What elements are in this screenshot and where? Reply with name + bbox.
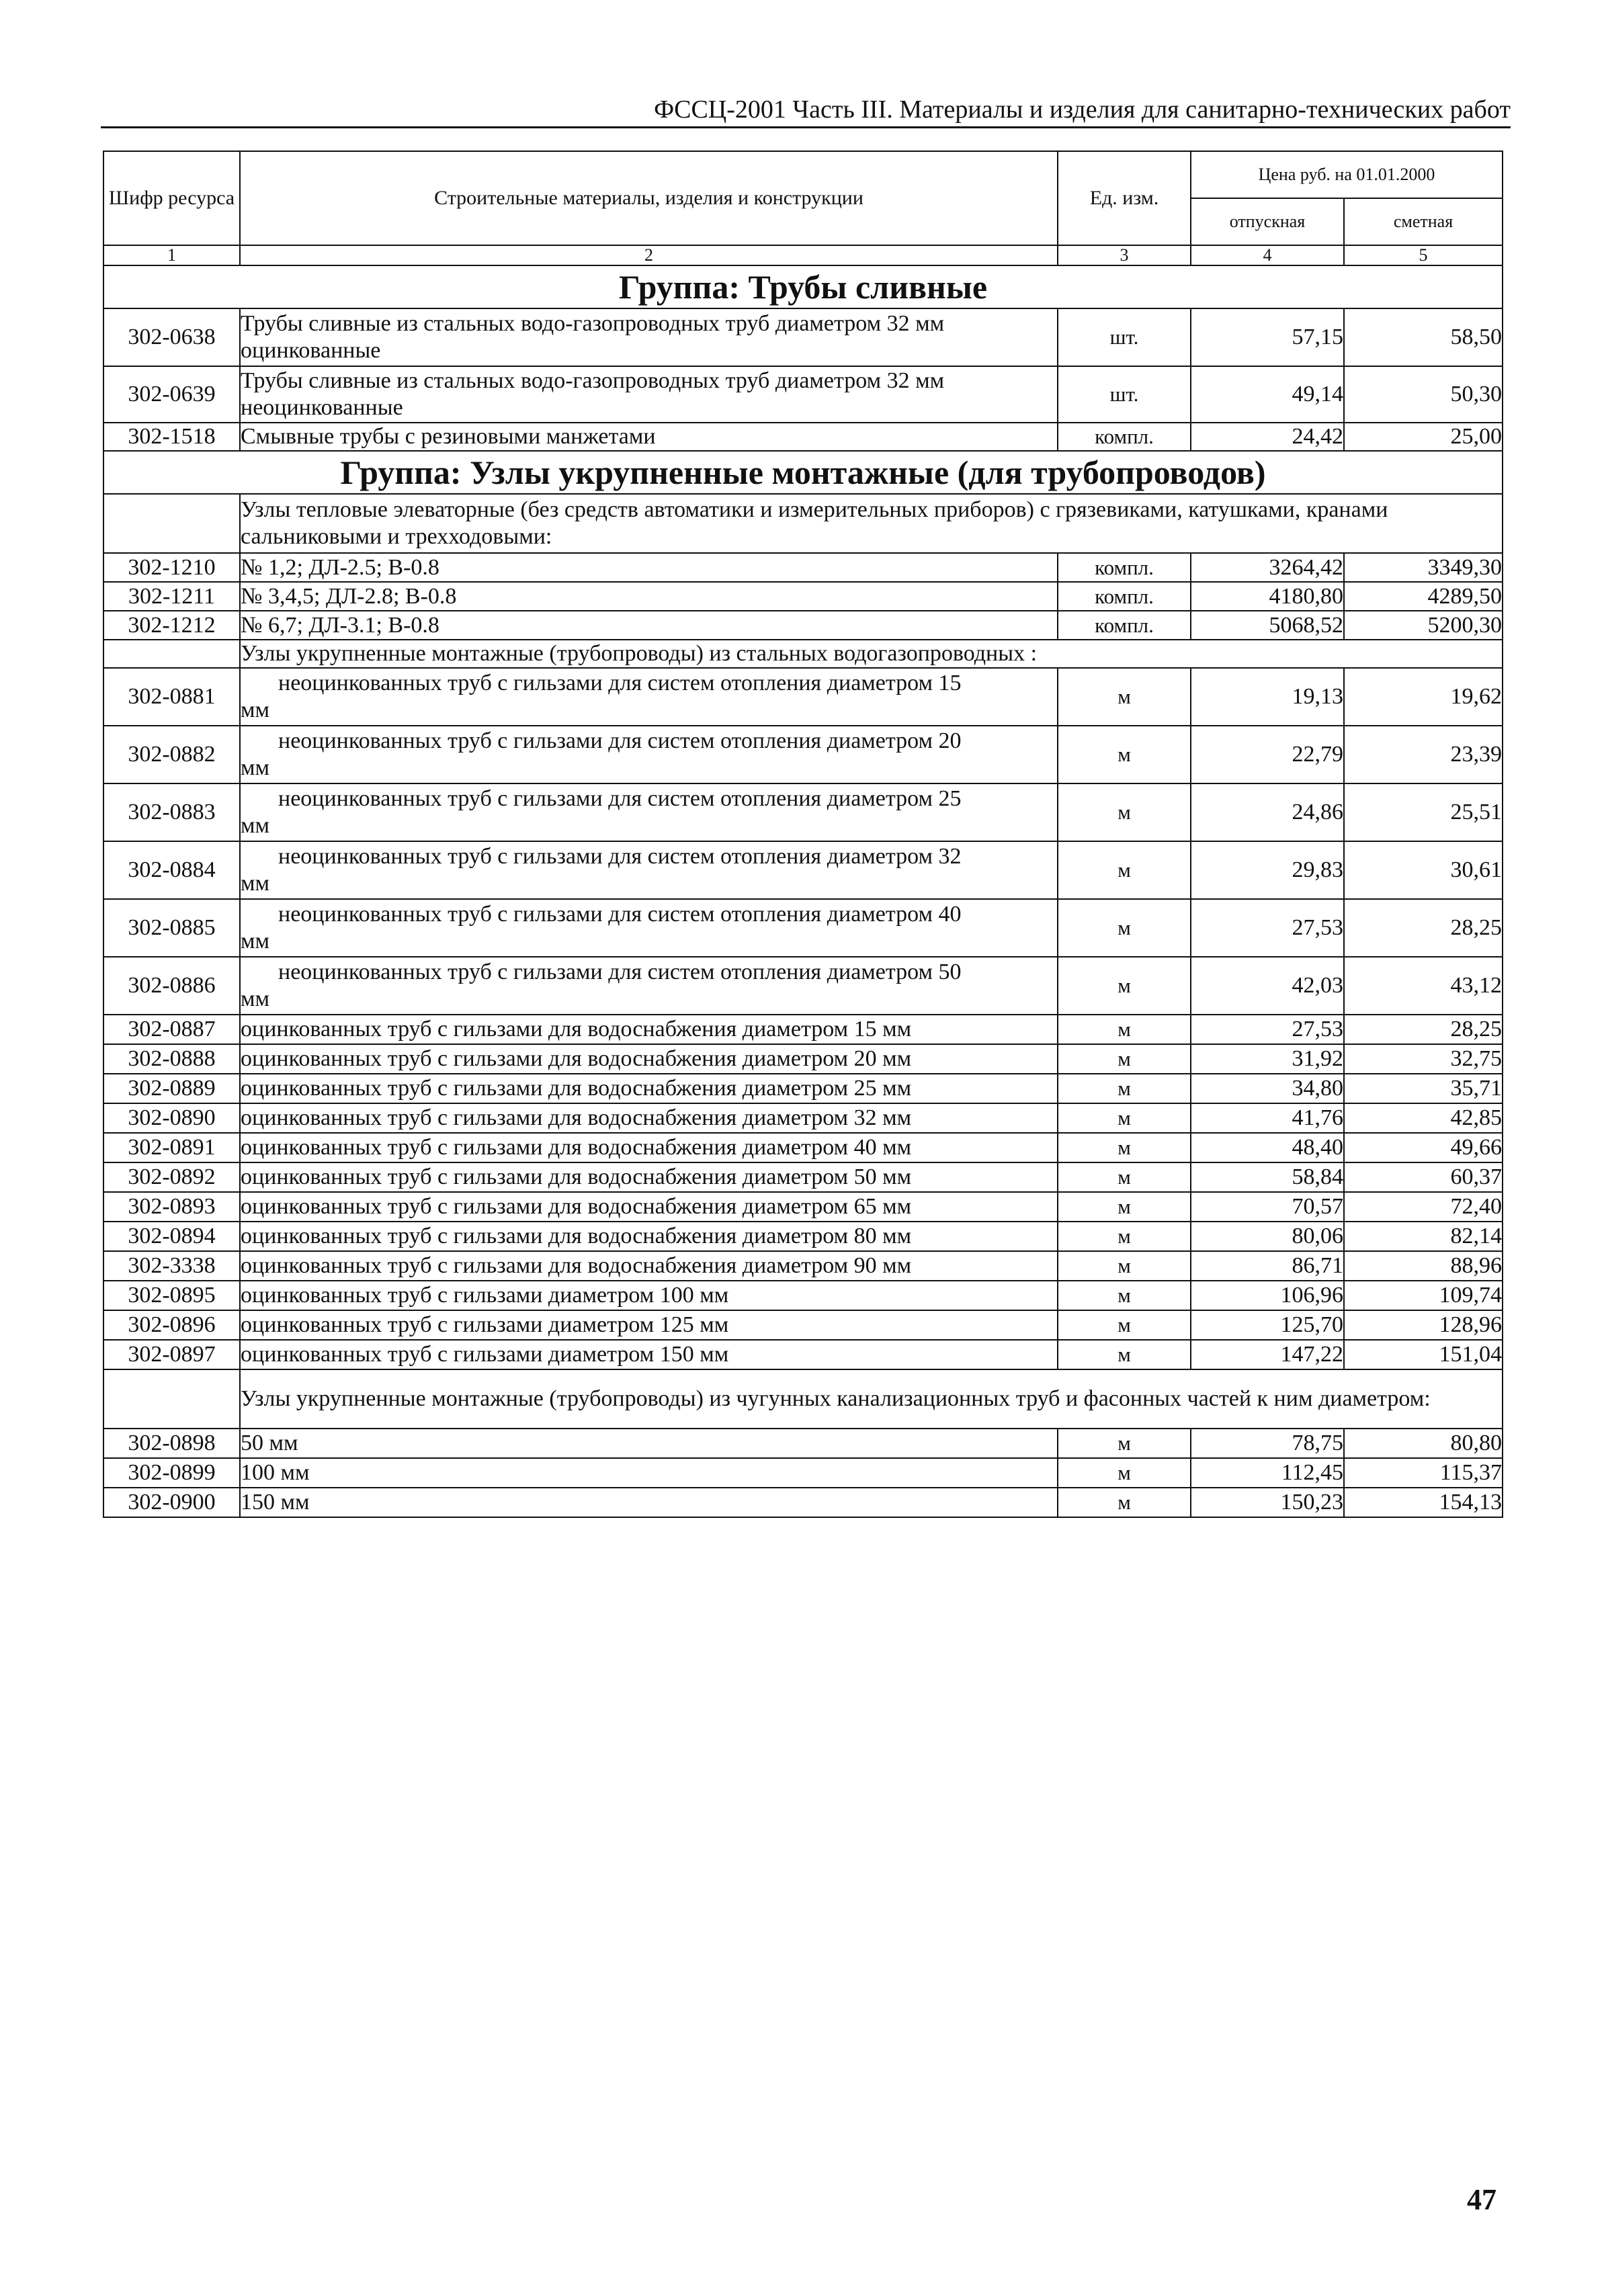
unit-cell: компл. [1058, 553, 1191, 582]
table-row [103, 1429, 1503, 1458]
group-header-title: Группа: Трубы сливные [103, 265, 1503, 308]
unit-cell: м [1058, 1429, 1191, 1458]
price-table [103, 151, 1503, 1518]
item-name: 100 мм [240, 1458, 1058, 1488]
column-header-unit: Ед. изм. [1058, 151, 1191, 245]
column-number: 3 [1058, 245, 1191, 265]
table-row [103, 553, 1503, 582]
estimate-price: 151,04 [1344, 1340, 1503, 1369]
table-row [103, 308, 1503, 366]
item-name: оцинкованных труб с гильзами для водоснабжения диаметром 40 мм [240, 1133, 1058, 1162]
subgroup-row [103, 494, 1503, 553]
unit-cell: м [1058, 1251, 1191, 1281]
resource-code: 302-0893 [103, 1192, 240, 1222]
table-row [103, 841, 1503, 899]
subgroup-row [103, 1369, 1503, 1429]
column-number: 5 [1344, 245, 1503, 265]
table-row [103, 1458, 1503, 1488]
item-name: оцинкованных труб с гильзами для водоснабжения диаметром 20 мм [240, 1044, 1058, 1074]
resource-code: 302-0881 [103, 668, 240, 726]
item-name-line: неоцинкованных труб с гильзами для систем отопления диаметром 50 [278, 960, 962, 984]
item-name [240, 783, 1058, 841]
subgroup-code-blank [103, 494, 240, 553]
subgroup-row [103, 640, 1503, 668]
column-number: 1 [103, 245, 240, 265]
resource-code: 302-0894 [103, 1222, 240, 1251]
table-row [103, 1162, 1503, 1192]
item-name-line: неоцинкованных труб с гильзами для систем отопления диаметром 32 [278, 844, 962, 869]
column-header-price: Цена руб. на 01.01.2000 [1191, 151, 1503, 198]
table-row [103, 1192, 1503, 1222]
item-name: оцинкованных труб с гильзами для водоснабжения диаметром 65 мм [240, 1192, 1058, 1222]
estimate-price: 50,30 [1344, 366, 1503, 423]
item-name-unit: мм [241, 813, 270, 838]
group-header-title: Группа: Узлы укрупненные монтажные (для трубопроводов) [103, 451, 1503, 494]
estimate-price: 25,00 [1344, 423, 1503, 451]
unit-cell: м [1058, 1074, 1191, 1103]
release-price: 125,70 [1191, 1310, 1344, 1340]
estimate-price: 35,71 [1344, 1074, 1503, 1103]
resource-code: 302-0891 [103, 1133, 240, 1162]
item-name: № 3,4,5; ДЛ-2.8; В-0.8 [240, 582, 1058, 611]
table-row [103, 1488, 1503, 1517]
page-header-title: ФССЦ-2001 Часть III. Материалы и изделия для санитарно-технических работ [654, 95, 1511, 124]
item-name: оцинкованных труб с гильзами для водоснабжения диаметром 15 мм [240, 1015, 1058, 1044]
unit-cell: м [1058, 1192, 1191, 1222]
table-row [103, 1310, 1503, 1340]
release-price: 49,14 [1191, 366, 1344, 423]
table-row [103, 957, 1503, 1015]
unit-cell: м [1058, 1133, 1191, 1162]
item-name: оцинкованных труб с гильзами диаметром 125 мм [240, 1310, 1058, 1340]
resource-code: 302-0887 [103, 1015, 240, 1044]
item-name: № 1,2; ДЛ-2.5; В-0.8 [240, 553, 1058, 582]
group-header [103, 265, 1503, 308]
unit-cell: м [1058, 1310, 1191, 1340]
unit-cell: м [1058, 1488, 1191, 1517]
estimate-price: 82,14 [1344, 1222, 1503, 1251]
resource-code: 302-0896 [103, 1310, 240, 1340]
table-row [103, 611, 1503, 640]
unit-cell: м [1058, 783, 1191, 841]
page-header [101, 93, 1511, 128]
item-name [240, 899, 1058, 957]
estimate-price: 88,96 [1344, 1251, 1503, 1281]
release-price: 57,15 [1191, 308, 1344, 366]
unit-cell: м [1058, 841, 1191, 899]
item-name: оцинкованных труб с гильзами диаметром 100 мм [240, 1281, 1058, 1310]
table-row [103, 1015, 1503, 1044]
release-price: 31,92 [1191, 1044, 1344, 1074]
resource-code: 302-1518 [103, 423, 240, 451]
column-header-name: Строительные материалы, изделия и конструкции [240, 151, 1058, 245]
resource-code: 302-0883 [103, 783, 240, 841]
estimate-price: 43,12 [1344, 957, 1503, 1015]
release-price: 78,75 [1191, 1429, 1344, 1458]
release-price: 24,42 [1191, 423, 1344, 451]
item-name-unit: мм [241, 871, 270, 896]
unit-cell: м [1058, 1044, 1191, 1074]
estimate-price: 49,66 [1344, 1133, 1503, 1162]
unit-cell: м [1058, 1340, 1191, 1369]
estimate-price: 42,85 [1344, 1103, 1503, 1133]
item-name: Трубы сливные из стальных водо-газопроводных труб диаметром 32 мм оцинкованные [240, 308, 1058, 366]
table-row [103, 1251, 1503, 1281]
resource-code: 302-0899 [103, 1458, 240, 1488]
item-name-line: неоцинкованных труб с гильзами для систем отопления диаметром 40 [278, 902, 962, 927]
table-row [103, 582, 1503, 611]
item-name-unit: мм [241, 697, 270, 722]
release-price: 34,80 [1191, 1074, 1344, 1103]
release-price: 48,40 [1191, 1133, 1344, 1162]
release-price: 147,22 [1191, 1340, 1344, 1369]
unit-cell: компл. [1058, 582, 1191, 611]
release-price: 3264,42 [1191, 553, 1344, 582]
table-row [103, 1222, 1503, 1251]
table-row [103, 1044, 1503, 1074]
table-row [103, 668, 1503, 726]
resource-code: 302-0884 [103, 841, 240, 899]
subgroup-code-blank [103, 640, 240, 668]
subgroup-title: Узлы укрупненные монтажные (трубопроводы) из чугунных канализационных труб и фасонных частей к ним диаметром: [240, 1369, 1503, 1429]
release-price: 22,79 [1191, 726, 1344, 783]
item-name-line: неоцинкованных труб с гильзами для систем отопления диаметром 15 [278, 671, 962, 695]
estimate-price: 115,37 [1344, 1458, 1503, 1488]
release-price: 29,83 [1191, 841, 1344, 899]
table-row [103, 1281, 1503, 1310]
release-price: 58,84 [1191, 1162, 1344, 1192]
unit-cell: м [1058, 1458, 1191, 1488]
item-name [240, 726, 1058, 783]
resource-code: 302-0895 [103, 1281, 240, 1310]
resource-code: 302-0886 [103, 957, 240, 1015]
unit-cell: шт. [1058, 308, 1191, 366]
resource-code: 302-0892 [103, 1162, 240, 1192]
table-head [103, 151, 1503, 245]
item-name [240, 957, 1058, 1015]
table-row [103, 1103, 1503, 1133]
release-price: 106,96 [1191, 1281, 1344, 1310]
subgroup-title: Узлы тепловые элеваторные (без средств автоматики и измерительных приборов) с грязевиками, катушками, кранами сальниковыми и трехходовыми: [240, 494, 1503, 553]
estimate-price: 19,62 [1344, 668, 1503, 726]
resource-code: 302-0900 [103, 1488, 240, 1517]
estimate-price: 28,25 [1344, 899, 1503, 957]
item-name: 150 мм [240, 1488, 1058, 1517]
item-name: оцинкованных труб с гильзами для водоснабжения диаметром 50 мм [240, 1162, 1058, 1192]
release-price: 4180,80 [1191, 582, 1344, 611]
estimate-price: 32,75 [1344, 1044, 1503, 1074]
unit-cell: м [1058, 957, 1191, 1015]
page-number: 47 [1467, 2183, 1496, 2216]
column-header-estimate-price: сметная [1344, 198, 1503, 245]
release-price: 27,53 [1191, 1015, 1344, 1044]
release-price: 86,71 [1191, 1251, 1344, 1281]
release-price: 27,53 [1191, 899, 1344, 957]
item-name: оцинкованных труб с гильзами для водоснабжения диаметром 32 мм [240, 1103, 1058, 1133]
resource-code: 302-0639 [103, 366, 240, 423]
subgroup-title: Узлы укрупненные монтажные (трубопроводы) из стальных водогазопроводных : [240, 640, 1503, 668]
resource-code: 302-0885 [103, 899, 240, 957]
unit-cell: м [1058, 899, 1191, 957]
resource-code: 302-1210 [103, 553, 240, 582]
resource-code: 302-3338 [103, 1251, 240, 1281]
unit-cell: м [1058, 1162, 1191, 1192]
column-number-row [103, 245, 1503, 265]
table-row [103, 423, 1503, 451]
item-name: Смывные трубы с резиновыми манжетами [240, 423, 1058, 451]
item-name-line: неоцинкованных труб с гильзами для систем отопления диаметром 20 [278, 728, 962, 753]
resource-code: 302-0889 [103, 1074, 240, 1103]
unit-cell: м [1058, 726, 1191, 783]
estimate-price: 3349,30 [1344, 553, 1503, 582]
resource-code: 302-0882 [103, 726, 240, 783]
release-price: 41,76 [1191, 1103, 1344, 1133]
estimate-price: 4289,50 [1344, 582, 1503, 611]
table-row [103, 783, 1503, 841]
unit-cell: м [1058, 1222, 1191, 1251]
estimate-price: 58,50 [1344, 308, 1503, 366]
estimate-price: 25,51 [1344, 783, 1503, 841]
estimate-price: 23,39 [1344, 726, 1503, 783]
table-row [103, 1340, 1503, 1369]
item-name: оцинкованных труб с гильзами для водоснабжения диаметром 90 мм [240, 1251, 1058, 1281]
estimate-price: 30,61 [1344, 841, 1503, 899]
estimate-price: 128,96 [1344, 1310, 1503, 1340]
item-name-unit: мм [241, 929, 270, 953]
release-price: 70,57 [1191, 1192, 1344, 1222]
item-name: 50 мм [240, 1429, 1058, 1458]
resource-code: 302-1212 [103, 611, 240, 640]
table-row [103, 1074, 1503, 1103]
estimate-price: 80,80 [1344, 1429, 1503, 1458]
unit-cell: м [1058, 1015, 1191, 1044]
item-name-line: неоцинкованных труб с гильзами для систем отопления диаметром 25 [278, 786, 962, 811]
table-row [103, 899, 1503, 957]
release-price: 112,45 [1191, 1458, 1344, 1488]
resource-code: 302-0890 [103, 1103, 240, 1133]
item-name: оцинкованных труб с гильзами для водоснабжения диаметром 25 мм [240, 1074, 1058, 1103]
unit-cell: м [1058, 1281, 1191, 1310]
estimate-price: 28,25 [1344, 1015, 1503, 1044]
table-row [103, 366, 1503, 423]
table-row [103, 726, 1503, 783]
resource-code: 302-0888 [103, 1044, 240, 1074]
estimate-price: 109,74 [1344, 1281, 1503, 1310]
release-price: 5068,52 [1191, 611, 1344, 640]
estimate-price: 5200,30 [1344, 611, 1503, 640]
item-name: № 6,7; ДЛ-3.1; В-0.8 [240, 611, 1058, 640]
resource-code: 302-0897 [103, 1340, 240, 1369]
estimate-price: 154,13 [1344, 1488, 1503, 1517]
release-price: 80,06 [1191, 1222, 1344, 1251]
column-header-code: Шифр ресурса [103, 151, 240, 245]
unit-cell: м [1058, 1103, 1191, 1133]
item-name: оцинкованных труб с гильзами диаметром 150 мм [240, 1340, 1058, 1369]
release-price: 150,23 [1191, 1488, 1344, 1517]
unit-cell: компл. [1058, 611, 1191, 640]
release-price: 24,86 [1191, 783, 1344, 841]
subgroup-code-blank [103, 1369, 240, 1429]
resource-code: 302-1211 [103, 582, 240, 611]
item-name-unit: мм [241, 986, 270, 1011]
item-name: оцинкованных труб с гильзами для водоснабжения диаметром 80 мм [240, 1222, 1058, 1251]
item-name [240, 841, 1058, 899]
table-row [103, 1133, 1503, 1162]
release-price: 42,03 [1191, 957, 1344, 1015]
resource-code: 302-0638 [103, 308, 240, 366]
resource-code: 302-0898 [103, 1429, 240, 1458]
item-name [240, 668, 1058, 726]
estimate-price: 72,40 [1344, 1192, 1503, 1222]
release-price: 19,13 [1191, 668, 1344, 726]
column-number: 2 [240, 245, 1058, 265]
unit-cell: компл. [1058, 423, 1191, 451]
item-name: Трубы сливные из стальных водо-газопроводных труб диаметром 32 мм неоцинкованные [240, 366, 1058, 423]
unit-cell: шт. [1058, 366, 1191, 423]
column-number: 4 [1191, 245, 1344, 265]
table-body [103, 245, 1503, 1517]
unit-cell: м [1058, 668, 1191, 726]
item-name-unit: мм [241, 755, 270, 780]
group-header [103, 451, 1503, 494]
estimate-price: 60,37 [1344, 1162, 1503, 1192]
column-header-release-price: отпускная [1191, 198, 1344, 245]
